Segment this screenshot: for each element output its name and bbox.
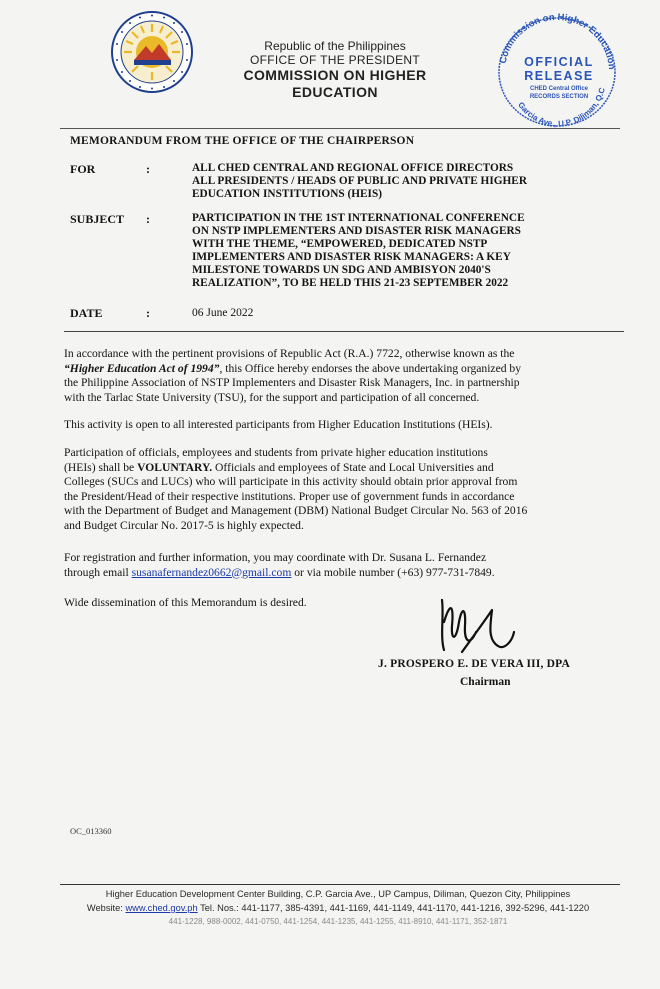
date-colon: : (146, 306, 150, 320)
stamp-records-section: RECORDS SECTION (529, 94, 589, 100)
stamp-arc-text: Commission on Higher Education (497, 12, 617, 71)
paragraph-line: the Philippine Association of NSTP Implementers and Disaster Risk Managers, Inc. in partnership (64, 376, 520, 389)
paragraph-registration (64, 551, 624, 580)
paragraph-text: Officials and employees of State and Local Universities and (212, 460, 494, 474)
subject-line: WITH THE THEME, “EMPOWERED, DEDICATED NSTP (192, 238, 488, 250)
letterhead-office: OFFICE OF THE PRESIDENT (249, 53, 421, 67)
footer-website-link[interactable]: www.ched.gov.ph (125, 903, 198, 913)
header-divider (60, 128, 620, 129)
subject-line: IMPLEMENTERS AND DISASTER RISK MANAGERS: A KEY (192, 251, 511, 263)
paragraph-line (64, 461, 624, 476)
footer-phone-numbers: Tel. Nos.: 441-1177, 385-4391, 441-1169, 441-1149, 441-1170, 441-1216, 392-5296, 441-1220 (197, 903, 590, 913)
signatory-name: J. PROSPERO E. DE VERA III, DPA (378, 658, 571, 670)
reference-code: OC_013360 (70, 826, 112, 836)
handwritten-signature (432, 592, 516, 658)
date-label: DATE (70, 306, 103, 320)
for-recipients-line: ALL PRESIDENTS / HEADS OF PUBLIC AND PRIVATE HIGHER (192, 175, 528, 187)
for-label: FOR (70, 162, 96, 176)
footer-phone-numbers-cont: 441-1228, 988-0002, 441-0750, 441-1254, 441-1235, 441-1255, 411-8910, 441-1171, 352-1871 (168, 917, 508, 925)
for-recipients-line: ALL CHED CENTRAL AND REGIONAL OFFICE DIRECTORS (192, 162, 514, 174)
paragraph-dissemination: Wide dissemination of this Memorandum is desired. (64, 596, 307, 609)
paragraph-line (64, 566, 624, 581)
paragraph-participation (64, 446, 624, 533)
paragraph-text: or via mobile number (+63) 977-731-7849. (291, 565, 495, 579)
paragraph-line: the President/Head of their respective institutions. Proper use of government funds in accordance (64, 489, 515, 503)
memo-from-office: MEMORANDUM FROM THE OFFICE OF THE CHAIRPERSON (70, 135, 415, 147)
subject-label: SUBJECT (70, 212, 125, 226)
date-divider (64, 331, 624, 332)
paragraph-line: In accordance with the pertinent provisions of Republic Act (R.A.) 7722, otherwise known as the (64, 347, 515, 360)
paragraph-line: For registration and further information, you may coordinate with Dr. Susana L. Fernandez (64, 551, 487, 564)
stamp-ched-office: CHED Central Office (529, 86, 589, 92)
paragraph-text: , this Office hereby endorses the above undertaking organized by (219, 361, 522, 375)
subject-text (192, 212, 612, 290)
for-recipients-line: EDUCATION INSTITUTIONS (HEIS) (192, 188, 383, 200)
paragraph-endorsement (64, 347, 624, 405)
footer-divider (60, 884, 620, 885)
paragraph-text: (HEIs) shall be (64, 460, 138, 474)
paragraph-line (64, 362, 624, 377)
stamp-bottom-text: Garcia Ave., U.P. Diliman, Q.C (516, 86, 607, 129)
subject-line: PARTICIPATION IN THE 1ST INTERNATIONAL CONFERENCE (192, 212, 525, 224)
for-recipients (192, 162, 612, 201)
paragraph-line: with the Tarlac State University (TSU), for the support and participation of all concerned. (64, 390, 480, 404)
act-title: “Higher Education Act of 1994” (64, 361, 220, 375)
letterhead-republic: Republic of the Philippines (264, 39, 406, 53)
letterhead-commission: COMMISSION ON HIGHER EDUCATION (243, 67, 427, 100)
footer-address: Higher Education Development Center Building, C.P. Garcia Ave., UP Campus, Diliman, Quezon City, Philippines (105, 889, 571, 899)
subject-line: REALIZATION”, TO BE HELD THIS 21-23 SEPTEMBER 2022 (192, 277, 509, 289)
paragraph-line: and Budget Circular No. 2017-5 is highly expected. (64, 518, 304, 532)
memo-date: 06 June 2022 (192, 307, 254, 319)
voluntary-emphasis: VOLUNTARY. (137, 460, 213, 474)
paragraph-text: through email (64, 565, 132, 579)
paragraph-line: with the Department of Budget and Management (DBM) National Budget Circular No. 563 of 2016 (64, 504, 528, 517)
stamp-release: RELEASE (524, 69, 594, 83)
for-colon: : (146, 162, 150, 176)
paragraph-open-participants: This activity is open to all interested participants from Higher Education Institutions (HEIs). (64, 418, 493, 431)
paragraph-line: Participation of officials, employees and students from private higher education institutions (64, 446, 488, 459)
subject-line: ON NSTP IMPLEMENTERS AND DISASTER RISK MANAGERS (192, 225, 521, 237)
paragraph-line: Colleges (SUCs and LUCs) who will participate in this activity should obtain prior approval from (64, 475, 518, 488)
letterhead (200, 40, 470, 101)
subject-line: MILESTONE TOWARDS UN SDG AND AMBISYON 2040'S (192, 264, 491, 276)
official-release-stamp (493, 12, 621, 130)
footer-contact (38, 903, 638, 913)
signatory-title: Chairman (460, 676, 511, 688)
contact-email-link[interactable]: susanafernandez0662@gmail.com (131, 565, 292, 579)
ched-seal-logo (110, 10, 194, 94)
stamp-official: OFFICIAL (524, 55, 594, 69)
footer-website-label: Website: (86, 903, 126, 913)
subject-colon: : (146, 212, 150, 226)
